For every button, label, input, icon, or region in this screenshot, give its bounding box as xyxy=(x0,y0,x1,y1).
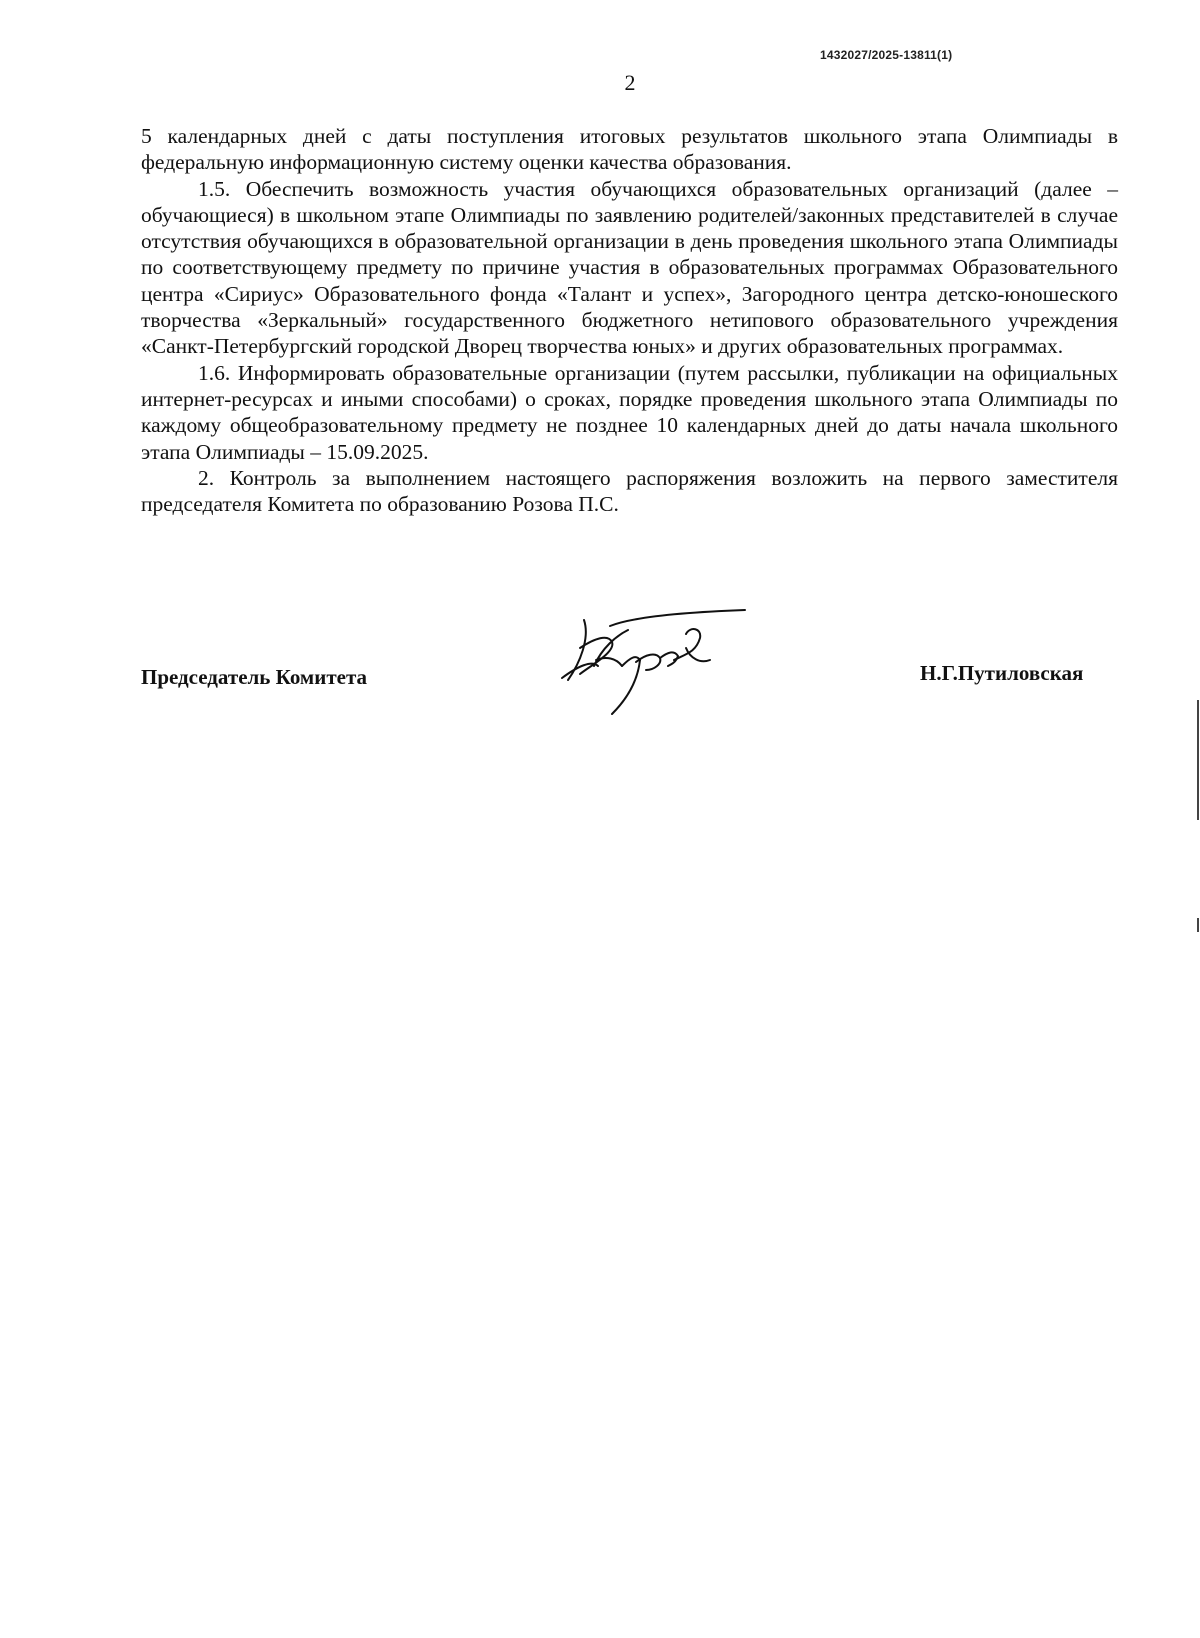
paragraph-2: 2. Контроль за выполнением настоящего распоряжения возложить на первого заместителя председателя Комитета по образованию Розова П.С. xyxy=(141,465,1118,517)
paragraph-1-5: 1.5. Обеспечить возможность участия обучающихся образовательных организаций (далее – обучающиеся) в школьном этапе Олимпиады по заявлению родителей/законных представителей в случае отсутствия обучающихся в образовательной организации в день проведения школьного этапа Олимпиады по соответствующему предмету по причине участия в образовательных программах Образовательного центра «Сириус» Образовательного фонда «Талант и успех», Загородного центра детско-юношеского творчества «Зеркальный» государственного бюджетного нетипового образовательного учреждения «Санкт-Петербургский городской Дворец творчества юных» и других образовательных программах. xyxy=(141,176,1118,359)
paragraph-1-6: 1.6. Информировать образовательные организации (путем рассылки, публикации на официальных интернет-ресурсах и иными способами) о сроках, порядке проведения школьного этапа Олимпиады по каждому общеобразовательному предмету не позднее 10 календарных дней до даты начала школьного этапа Олимпиады – 15.09.2025. xyxy=(141,360,1118,464)
signatory-title: Председатель Комитета xyxy=(141,665,368,689)
scan-margin-tick xyxy=(1197,918,1199,932)
signatory-name: Н.Г.Путиловская xyxy=(920,661,1084,685)
document-body xyxy=(141,123,1118,517)
paragraph-continuation: 5 календарных дней с даты поступления итоговых результатов школьного этапа Олимпиады в федеральную информационную систему оценки качества образования. xyxy=(141,124,1118,175)
scan-margin-line xyxy=(1197,700,1199,820)
handwritten-signature xyxy=(550,608,760,718)
document-registration-number: 1432027/2025-13811(1) xyxy=(820,48,953,62)
page-number: 2 xyxy=(624,70,636,95)
